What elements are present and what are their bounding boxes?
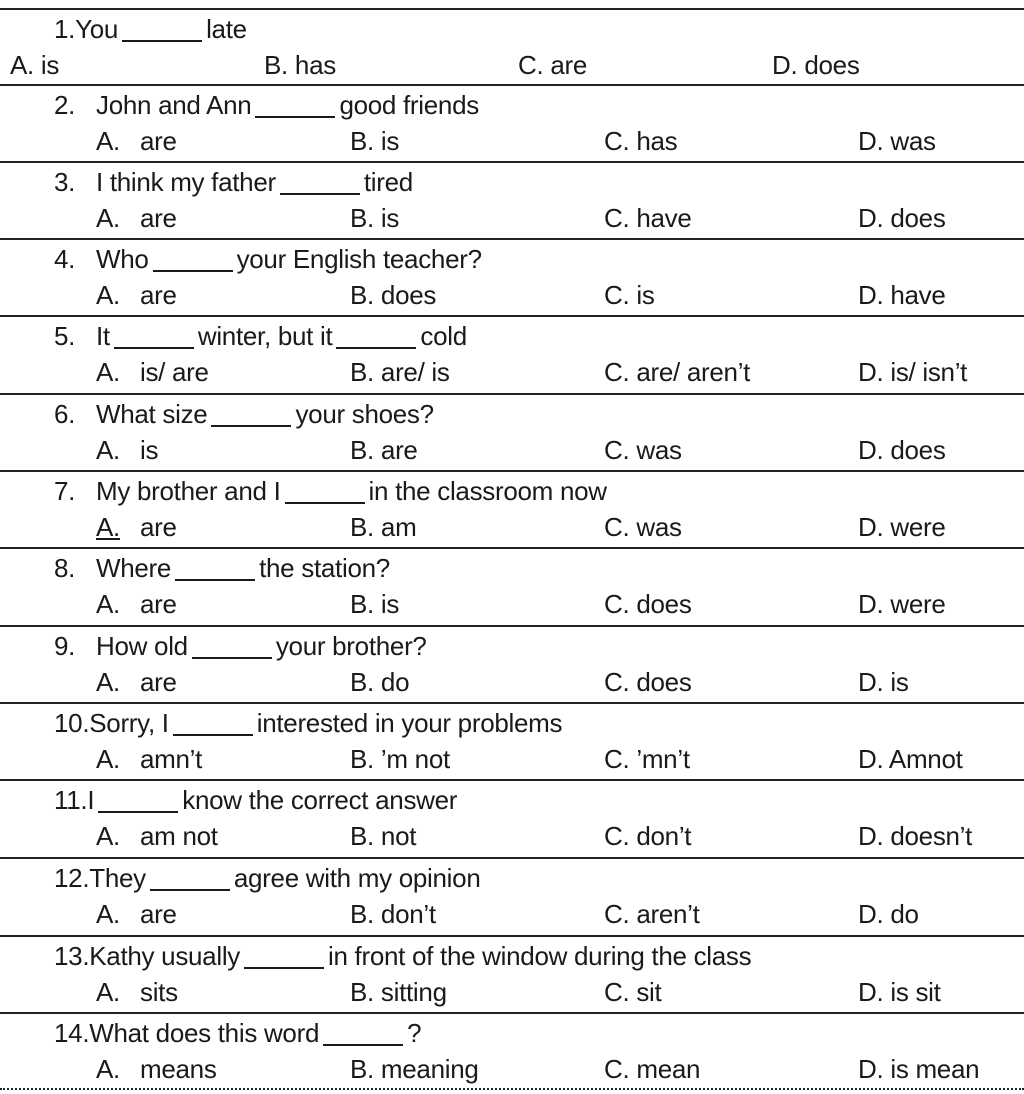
option-text: have [890,280,946,310]
question-part: My brother and I [96,476,281,506]
option-c[interactable] [518,50,587,80]
question-row [0,704,1024,781]
option-b[interactable] [350,1054,479,1084]
option-text: don’t [380,899,436,929]
question-number: 6. [54,399,76,429]
option-letter: A. [96,744,120,774]
option-letter: D. [858,821,884,851]
option-d[interactable] [858,899,919,929]
option-d[interactable] [858,744,963,774]
option-b[interactable] [350,280,436,310]
option-text: am [380,512,417,542]
question-part: ? [407,1018,422,1048]
question-row [0,781,1024,859]
question-row [0,859,1024,937]
answer-blank [336,347,416,349]
option-text: am not [140,821,218,851]
option-b[interactable] [350,435,418,465]
option-text: have [636,203,692,233]
question-part: the station? [259,553,390,583]
question-row [0,627,1024,704]
option-text: is [380,589,400,619]
option-letter: A. [96,977,120,1007]
option-letter: B. [350,512,374,542]
option-text: doesn’t [890,821,973,851]
question-part: know the correct answer [182,785,458,815]
option-letter: D. [858,203,884,233]
option-letter: C. [518,50,544,80]
option-d[interactable] [858,667,909,697]
option-letter: C. [604,744,630,774]
option-a[interactable] [96,203,177,233]
question-part: Where [96,553,172,583]
question-number: 4. [54,244,76,274]
question-number: 9. [54,631,76,661]
option-letter: C. [604,203,630,233]
question-row [0,240,1024,317]
option-letter: C. [604,589,630,619]
answer-blank [192,657,272,659]
option-text: do [380,667,410,697]
option-text: does [636,589,692,619]
option-d[interactable] [858,203,946,233]
option-text: are [140,899,177,929]
option-letter: B. [350,744,374,774]
option-text: meaning [380,1054,479,1084]
option-b[interactable] [350,821,416,851]
question-row [0,472,1024,549]
option-c[interactable] [604,977,661,1007]
option-letter: C. [604,512,630,542]
option-c[interactable] [604,667,692,697]
question-number: 8. [54,553,76,583]
option-text: means [140,1054,217,1084]
option-text: is sit [890,977,941,1007]
option-d[interactable] [858,977,941,1007]
option-letter: A. [96,589,120,619]
option-letter: B. [350,280,374,310]
question-row [0,163,1024,240]
question-part: in the classroom now [368,476,607,506]
answer-blank [98,811,178,813]
question-part: your brother? [275,631,427,661]
option-d[interactable] [858,589,946,619]
answer-blank [150,889,230,891]
option-letter: A. [96,821,120,851]
question-text [54,941,751,971]
option-d[interactable] [858,435,946,465]
answer-blank [211,425,291,427]
question-part: John and Ann [96,90,252,120]
option-d[interactable] [858,1054,979,1084]
option-text: was [636,512,682,542]
option-letter: B. [350,1054,374,1084]
option-text: were [890,589,946,619]
question-row [0,395,1024,472]
option-letter: C. [604,821,630,851]
option-letter: A. [96,512,120,542]
question-part: How old [96,631,188,661]
option-letter: C. [604,899,630,929]
option-text: ’mn’t [636,744,690,774]
option-letter: B. [350,126,374,156]
question-number: 14. [54,1018,90,1048]
option-letter: A. [96,899,120,929]
option-letter: B. [350,899,374,929]
option-letter: B. [350,667,374,697]
option-a[interactable] [96,977,178,1007]
option-text: not [380,821,417,851]
answer-blank [122,40,202,42]
option-text: is/ are [140,357,209,387]
question-text [54,244,482,274]
option-b[interactable] [350,977,447,1007]
option-text: amn’t [140,744,203,774]
answer-blank [285,502,365,504]
option-text: are [550,50,588,80]
option-letter: A. [96,667,120,697]
option-c[interactable] [604,744,690,774]
option-text: ’m not [380,744,450,774]
answer-blank [244,967,324,969]
option-text: is [380,126,400,156]
option-a[interactable] [96,280,177,310]
option-text: is [380,203,400,233]
option-letter: D. [858,744,884,774]
question-part: good friends [339,90,479,120]
option-text: does [636,667,692,697]
option-text: are [380,435,418,465]
option-a[interactable] [96,1054,217,1084]
option-letter: A. [96,357,120,387]
question-part: You [75,14,119,44]
option-c[interactable] [604,280,655,310]
option-letter: B. [350,589,374,619]
option-c[interactable] [604,512,682,542]
option-letter: A. [96,126,120,156]
question-text [54,476,607,506]
question-text [54,14,247,44]
option-letter: D. [772,50,798,80]
option-d[interactable] [858,821,972,851]
option-b[interactable] [264,50,336,80]
option-text: does [804,50,860,80]
option-letter: A. [96,1054,120,1084]
option-letter: C. [604,126,630,156]
option-text: were [890,512,946,542]
option-b[interactable] [350,126,399,156]
option-text: are/ aren’t [636,357,751,387]
option-letter: D. [858,435,884,465]
option-letter: C. [604,977,630,1007]
question-number: 13. [54,941,90,971]
option-text: aren’t [636,899,700,929]
option-letter: C. [604,280,630,310]
question-row [0,8,1024,86]
question-number: 12. [54,863,90,893]
option-letter: D. [858,977,884,1007]
question-row [0,549,1024,627]
question-part: tired [363,167,413,197]
option-c[interactable] [604,821,691,851]
option-c[interactable] [604,589,692,619]
question-text [54,1018,421,1048]
option-text: are/ is [380,357,450,387]
option-b[interactable] [350,512,416,542]
option-letter: A. [10,50,34,80]
option-c[interactable] [604,203,692,233]
option-letter: A. [96,280,120,310]
question-row [0,1014,1024,1090]
question-number: 7. [54,476,76,506]
option-text: has [294,50,336,80]
option-a[interactable] [96,667,177,697]
option-letter: B. [350,821,374,851]
option-text: sit [636,977,662,1007]
question-number: 2. [54,90,76,120]
option-a[interactable] [96,126,177,156]
option-text: are [140,203,177,233]
question-part: winter, but it [197,321,333,351]
answer-blank [153,270,233,272]
option-a[interactable] [96,821,218,851]
question-text [54,399,434,429]
option-letter: D. [858,280,884,310]
option-c[interactable] [604,126,677,156]
question-part: I think my father [96,167,276,197]
option-d[interactable] [858,357,967,387]
option-letter: C. [604,1054,630,1084]
option-d[interactable] [772,50,860,80]
option-text: are [140,589,177,619]
option-letter: B. [350,435,374,465]
option-letter: D. [858,1054,884,1084]
question-text [54,90,479,120]
option-text: do [890,899,919,929]
option-text: are [140,512,177,542]
option-text: is [636,280,655,310]
question-text [54,631,427,661]
option-text: has [636,126,678,156]
option-letter: B. [350,357,374,387]
option-a[interactable] [96,589,177,619]
option-letter: D. [858,589,884,619]
option-letter: B. [350,203,374,233]
option-text: does [890,203,946,233]
option-text: are [140,667,177,697]
question-part: agree with my opinion [233,863,481,893]
option-text: mean [636,1054,701,1084]
question-text [54,553,390,583]
option-b[interactable] [350,744,450,774]
option-text: does [380,280,437,310]
option-letter: A. [96,435,120,465]
option-d[interactable] [858,280,946,310]
question-text [54,167,413,197]
option-a[interactable] [96,512,177,542]
question-number: 1. [54,14,76,44]
option-b[interactable] [350,203,399,233]
option-letter: C. [604,667,630,697]
option-text: is [140,435,159,465]
option-c[interactable] [604,1054,700,1084]
question-text [54,863,480,893]
option-d[interactable] [858,512,946,542]
option-letter: C. [604,435,630,465]
question-part: What does this word [89,1018,320,1048]
option-text: is [40,50,60,80]
question-part: your shoes? [295,399,434,429]
question-number: 5. [54,321,76,351]
question-text [54,708,562,738]
question-row [0,317,1024,395]
answer-blank [280,193,360,195]
option-text: was [890,126,936,156]
option-a[interactable] [96,435,158,465]
question-part: interested in your problems [256,708,563,738]
option-letter: B. [350,977,374,1007]
question-part: cold [420,321,467,351]
option-letter: A. [96,203,120,233]
option-text: was [636,435,682,465]
question-number: 11. [54,785,88,815]
question-text [54,785,457,815]
question-part: your English teacher? [236,244,482,274]
option-text: sitting [380,977,447,1007]
question-part: Who [96,244,149,274]
answer-blank [255,116,335,118]
question-part: Sorry, I [89,708,169,738]
option-d[interactable] [858,126,936,156]
question-number: 3. [54,167,76,197]
question-part: It [96,321,110,351]
option-b[interactable] [350,667,409,697]
question-part: I [87,785,95,815]
option-text: is [890,667,909,697]
option-text: are [140,126,177,156]
option-c[interactable] [604,899,700,929]
option-text: are [140,280,177,310]
option-text: is mean [890,1054,980,1084]
question-part: late [206,14,247,44]
option-letter: B. [264,50,288,80]
answer-blank [175,579,255,581]
option-b[interactable] [350,589,399,619]
option-text: does [890,435,946,465]
option-a[interactable] [10,50,59,80]
option-letter: D. [858,357,884,387]
option-text: Amnot [888,744,963,774]
question-text [54,321,467,351]
option-letter: D. [858,512,884,542]
question-part: in front of the window during the class [328,941,752,971]
option-c[interactable] [604,435,682,465]
answer-blank [114,347,194,349]
option-letter: D. [858,899,884,929]
answer-blank [173,734,253,736]
question-number: 10. [54,708,90,738]
option-letter: D. [858,126,884,156]
option-letter: C. [604,357,630,387]
option-b[interactable] [350,899,436,929]
question-row [0,937,1024,1014]
option-text: don’t [636,821,692,851]
option-text: sits [140,977,178,1007]
option-a[interactable] [96,899,177,929]
option-letter: D. [858,667,884,697]
option-text: is/ isn’t [890,357,968,387]
question-row [0,86,1024,163]
answer-blank [323,1044,403,1046]
option-a[interactable] [96,357,209,387]
option-a[interactable] [96,744,202,774]
question-part: Kathy usually [89,941,240,971]
option-b[interactable] [350,357,450,387]
option-c[interactable] [604,357,750,387]
question-part: They [89,863,146,893]
question-part: What size [96,399,208,429]
